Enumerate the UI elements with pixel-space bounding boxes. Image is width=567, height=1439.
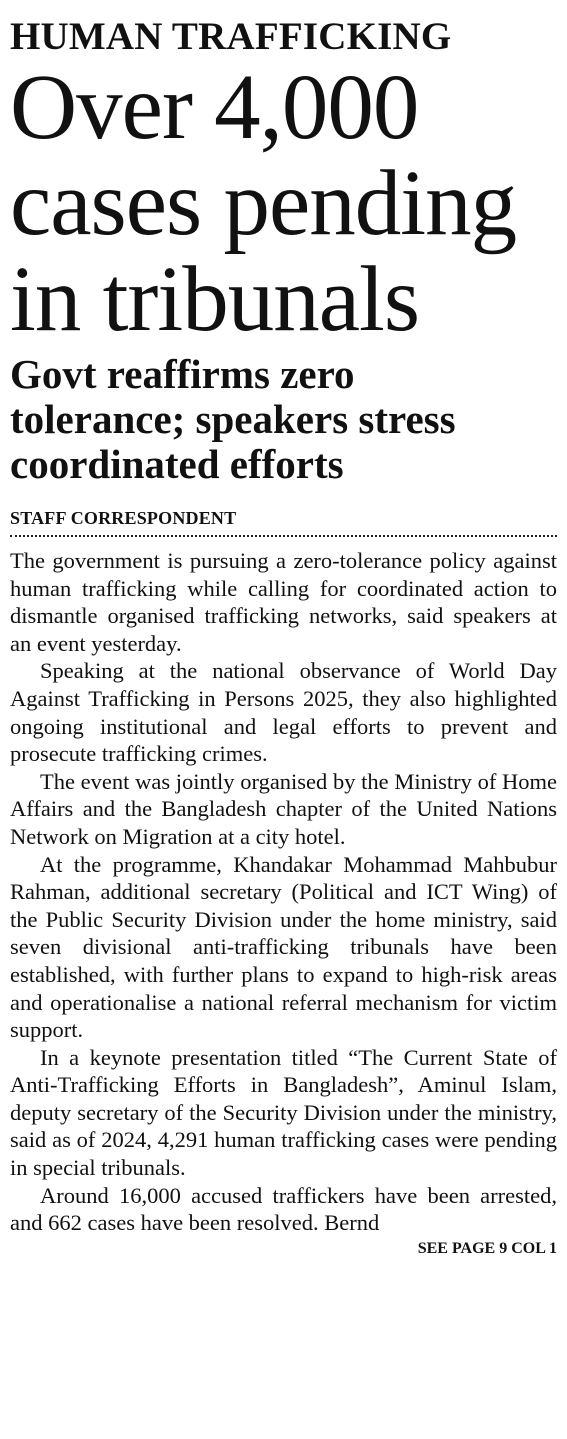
subheadline	[10, 352, 557, 487]
article	[10, 14, 557, 1259]
dotted-divider	[10, 535, 557, 537]
subheadline-line: coordinated efforts	[10, 441, 344, 487]
body-paragraph: At the programme, Khandakar Mohammad Mahbubur Rahman, additional secretary (Political and ICT Wing) of the Public Security Division under the home ministry, said seven divisional anti-trafficking tribunals have been established, with further plans to expand to high-risk areas and operationalise a national referral mechanism for victim support.	[10, 851, 557, 1043]
headline-line: Over 4,000	[10, 56, 419, 159]
body-paragraph: Speaking at the national observance of World Day Against Trafficking in Persons 2025, they also highlighted ongoing institutional and legal efforts to prevent and prosecute trafficking crimes.	[10, 658, 557, 767]
article-body	[10, 547, 557, 1237]
byline: STAFF CORRESPONDENT	[10, 508, 237, 528]
body-paragraph: The event was jointly organised by the Ministry of Home Affairs and the Bangladesh chapter of the United Nations Network on Migration at a city hotel.	[10, 768, 557, 849]
kicker: HUMAN TRAFFICKING	[10, 15, 452, 58]
headline-line: cases pending	[10, 152, 517, 255]
headline-line: in tribunals	[10, 248, 420, 351]
continuation-note: SEE PAGE 9 COL 1	[417, 1239, 557, 1257]
body-paragraph: In a keynote presentation titled “The Current State of Anti-Trafficking Efforts in Bangladesh”, Aminul Islam, deputy secretary of the Security Division under the ministry, said as of 2024, 4,291 human trafficking cases were pending in special tribunals.	[10, 1044, 557, 1181]
subheadline-line: Govt reaffirms zero	[10, 351, 355, 397]
body-paragraph: Around 16,000 accused traffickers have been arrested, and 662 cases have been resolved. Bernd	[10, 1182, 557, 1236]
body-paragraph: The government is pursuing a zero-tolerance policy against human trafficking while calling for coordinated action to dismantle organised trafficking networks, said speakers at an event yesterday.	[10, 548, 557, 656]
headline	[10, 56, 557, 351]
subheadline-line: tolerance; speakers stress	[10, 396, 456, 442]
